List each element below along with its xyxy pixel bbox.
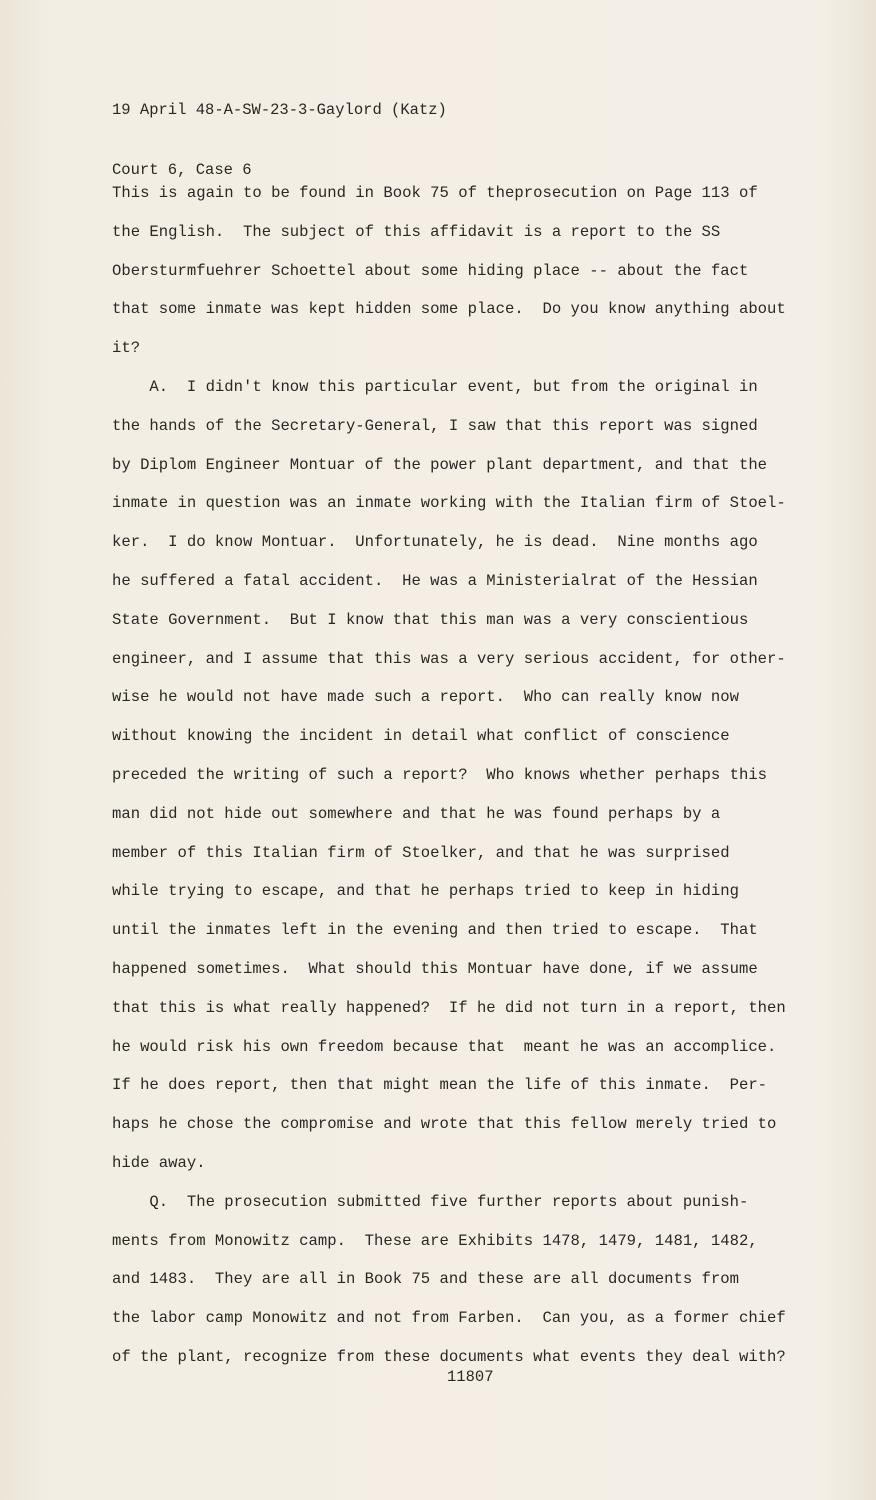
header-court-case: Court 6, Case 6 <box>112 161 252 179</box>
text-line: that this is what really happened? If he did not turn in a report, then <box>112 998 786 1017</box>
text-line: it? <box>112 339 141 358</box>
text-line: the labor camp Monowitz and not from Farben. Can you, as a former chief <box>112 1309 786 1328</box>
text-line: hide away. <box>112 1153 206 1172</box>
text-line: State Government. But I know that this man was a very conscientious <box>112 610 749 629</box>
text-line: member of this Italian firm of Stoelker, and that he was surprised <box>112 843 730 862</box>
text-line: Q. The prosecution submitted five further reports about punish- <box>112 1192 749 1211</box>
text-line: the hands of the Secretary-General, I saw that this report was signed <box>112 416 758 435</box>
text-line: wise he would not have made such a report. Who can really know now <box>112 688 739 707</box>
text-line: he suffered a fatal accident. He was a Ministerialrat of the Hessian <box>112 571 758 590</box>
text-line: he would risk his own freedom because that meant he was an accomplice. <box>112 1037 777 1056</box>
text-line: haps he chose the compromise and wrote that this fellow merely tried to <box>112 1115 777 1134</box>
text-line: and 1483. They are all in Book 75 and these are all documents from <box>112 1270 739 1289</box>
text-line: of the plant, recognize from these documents what events they deal with? <box>112 1347 786 1366</box>
text-line: engineer, and I assume that this was a very serious accident, for other- <box>112 649 786 668</box>
transcript-body <box>112 174 786 1377</box>
text-line: preceded the writing of such a report? Who knows whether perhaps this <box>112 765 768 784</box>
text-line: happened sometimes. What should this Montuar have done, if we assume <box>112 959 758 978</box>
text-line: ker. I do know Montuar. Unfortunately, he is dead. Nine months ago <box>112 533 758 552</box>
text-line: ments from Monowitz camp. These are Exhibits 1478, 1479, 1481, 1482, <box>112 1231 758 1250</box>
text-line: This is again to be found in Book 75 of theprosecution on Page 113 of <box>112 184 758 202</box>
text-line: man did not hide out somewhere and that he was found perhaps by a <box>112 804 721 823</box>
text-line: A. I didn't know this particular event, but from the original in <box>112 377 758 396</box>
text-line: Obersturmfuehrer Schoettel about some hiding place -- about the fact <box>112 261 749 280</box>
text-line: that some inmate was kept hidden some place. Do you know anything about <box>112 300 786 319</box>
text-line: If he does report, then that might mean the life of this inmate. Per- <box>112 1076 768 1095</box>
text-line: by Diplom Engineer Montuar of the power plant department, and that the <box>112 455 768 474</box>
header-reference: 19 April 48-A-SW-23-3-Gaylord (Katz) <box>112 101 447 119</box>
text-line: inmate in question was an inmate working with the Italian firm of Stoel- <box>112 494 786 513</box>
text-line: until the inmates left in the evening and then tried to escape. That <box>112 921 758 940</box>
text-line: while trying to escape, and that he perhaps tried to keep in hiding <box>112 882 739 901</box>
page-number: 11807 <box>447 1368 494 1386</box>
text-line: without knowing the incident in detail what conflict of conscience <box>112 727 730 746</box>
text-line: the English. The subject of this affidavit is a report to the SS <box>112 222 721 241</box>
